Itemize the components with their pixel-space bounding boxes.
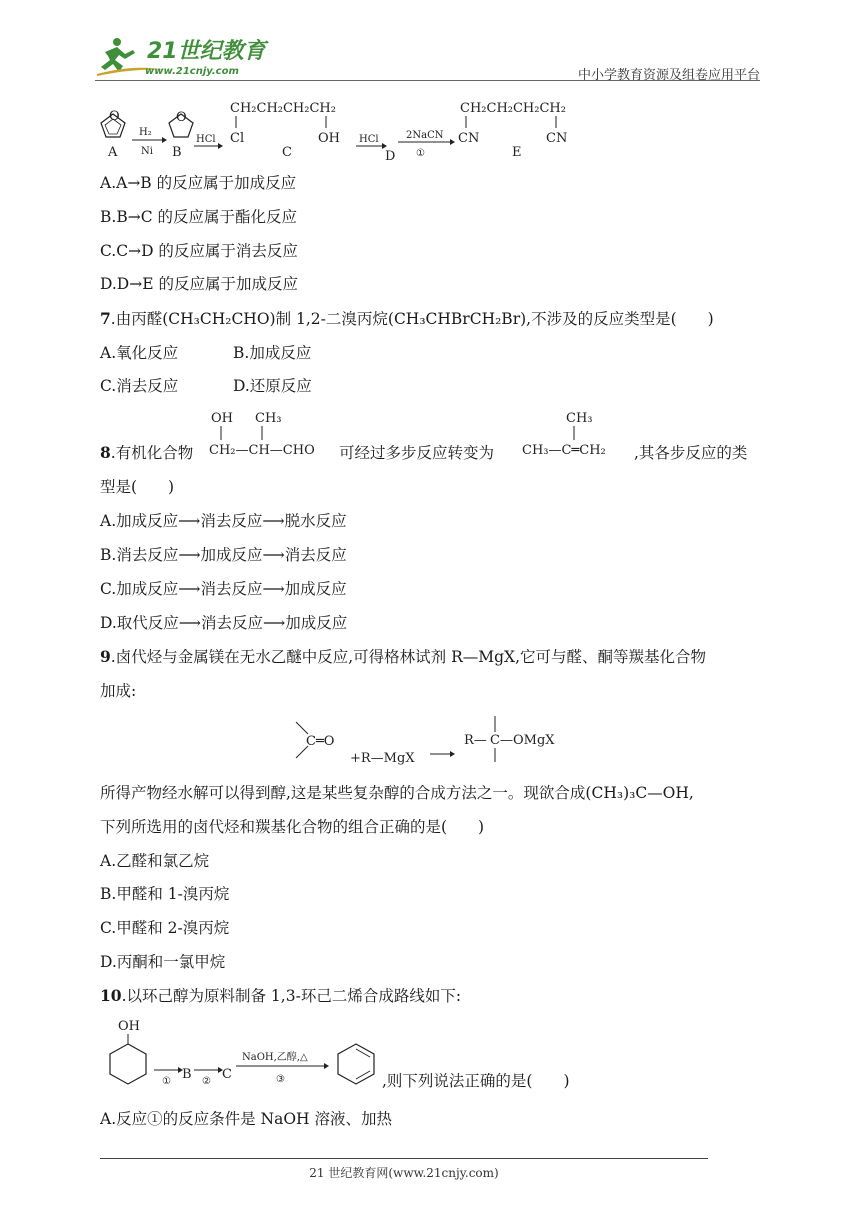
q9-option-b: B.甲醛和 1-溴丙烷: [100, 885, 230, 903]
logo-url: www.21cnjy.com: [145, 66, 239, 77]
compound-c-label: C: [282, 145, 292, 160]
svg-text:NaOH,乙醇,△: NaOH,乙醇,△: [242, 1052, 308, 1063]
q10-number: 10: [100, 986, 122, 1005]
footer-divider: [100, 1158, 708, 1159]
q6-reaction-scheme: [96, 92, 656, 164]
logo-text: 21世纪教育: [147, 39, 266, 64]
q9-grignard-equation: [290, 712, 580, 772]
compound-a-label: A: [108, 145, 118, 160]
svg-text:OH: OH: [318, 131, 340, 146]
compound-c-chain: CH₂CH₂CH₂CH₂: [230, 101, 336, 116]
svg-text:+R—MgX: +R—MgX: [350, 751, 415, 766]
q8-stem-b: 可经过多步反应转变为: [339, 444, 495, 462]
q7-option-b: B.加成反应: [233, 344, 312, 362]
svg-text:①: ①: [162, 1076, 171, 1087]
svg-text:CN: CN: [458, 131, 480, 146]
q7-option-d: D.还原反应: [233, 377, 312, 395]
q9-stem-3: 所得产物经水解可以得到醇,这是某些复杂醇的合成方法之一。现欲合成(CH₃)₃C—OH,: [100, 784, 694, 802]
q8-stem-d: 型是( ): [100, 478, 175, 496]
svg-text:2NaCN: 2NaCN: [406, 130, 444, 141]
svg-text:HCl: HCl: [359, 134, 379, 145]
svg-text:CN: CN: [546, 131, 568, 146]
q6-option-c: C.C→D 的反应属于消去反应: [100, 242, 298, 260]
compound-e-label: E: [512, 145, 522, 160]
q7-number: 7: [100, 309, 111, 328]
q7-option-a: A.氧化反应: [100, 344, 179, 362]
svg-text:B: B: [182, 1067, 192, 1082]
q8-option-c: C.加成反应⟶消去反应⟶加成反应: [100, 580, 347, 598]
svg-text:HCl: HCl: [196, 134, 216, 145]
svg-text:C: C: [222, 1067, 232, 1082]
q10-stem-tail: ,则下列说法正确的是( ): [382, 1072, 570, 1090]
q8-structure-2: [520, 408, 630, 464]
q9-option-d: D.丙酮和一氯甲烷: [100, 953, 226, 971]
q10-synthesis-route: [100, 1014, 390, 1094]
svg-text:O: O: [109, 109, 120, 124]
q9-stem-1: 9.卤代烃与金属镁在无水乙醚中反应,可得格林试剂 R—MgX,它可与醛、酮等羰基化合物: [100, 647, 707, 666]
q8-stem-a: 8.有机化合物: [100, 443, 194, 462]
svg-text:Ni: Ni: [141, 146, 153, 157]
svg-text:OH: OH: [211, 411, 233, 426]
q8-option-b: B.消去反应⟶加成反应⟶消去反应: [100, 546, 347, 564]
svg-text:C: C: [490, 733, 500, 748]
svg-text:③: ③: [276, 1074, 285, 1085]
q6-option-d: D.D→E 的反应属于加成反应: [100, 275, 298, 293]
svg-text:CH₃—C═CH₂: CH₃—C═CH₂: [522, 443, 606, 458]
page-header: [95, 30, 760, 82]
q8-option-d: D.取代反应⟶消去反应⟶加成反应: [100, 614, 348, 632]
q9-stem-2: 加成:: [100, 682, 137, 700]
q9-number: 9: [100, 647, 111, 666]
platform-label: 中小学教育资源及组卷应用平台: [577, 68, 760, 83]
compound-b-label: B: [172, 145, 182, 160]
svg-text:Cl: Cl: [230, 131, 245, 146]
logo-icon: [95, 34, 270, 78]
q10-option-a: A.反应①的反应条件是 NaOH 溶液、加热: [100, 1110, 393, 1128]
q8-number: 8: [100, 443, 111, 462]
q6-option-a: A.A→B 的反应属于加成反应: [100, 174, 297, 192]
q9-stem-4: 下列所选用的卤代烃和羰基化合物的组合正确的是( ): [100, 818, 485, 836]
svg-text:②: ②: [202, 1076, 211, 1087]
svg-text:CH₃: CH₃: [255, 411, 282, 426]
q7-stem: 7.由丙醛(CH₃CH₂CHO)制 1,2-二溴丙烷(CH₃CHBrCH₂Br),不涉及的反应类型是( ): [100, 309, 714, 328]
header-divider: [95, 80, 760, 81]
q8-structure-1: [205, 408, 335, 464]
q8-option-a: A.加成反应⟶消去反应⟶脱水反应: [100, 512, 347, 530]
svg-text:OH: OH: [118, 1019, 140, 1034]
svg-text:R—: R—: [464, 733, 487, 748]
q6-option-b: B.B→C 的反应属于酯化反应: [100, 208, 297, 226]
svg-text:—OMgX: —OMgX: [500, 733, 555, 748]
svg-text:CH₂—CH—CHO: CH₂—CH—CHO: [209, 443, 315, 458]
svg-text:CH₃: CH₃: [566, 411, 593, 426]
compound-d-label: D: [385, 149, 396, 164]
footer-text: 21 世纪教育网(www.21cnjy.com): [309, 1166, 499, 1180]
svg-text:①: ①: [416, 148, 425, 159]
svg-text:C═O: C═O: [306, 734, 335, 749]
q8-stem-c: ,其各步反应的类: [634, 444, 748, 462]
q7-option-c: C.消去反应: [100, 377, 179, 395]
svg-text:H₂: H₂: [139, 127, 152, 138]
svg-text:O: O: [176, 110, 187, 125]
compound-e-chain: CH₂CH₂CH₂CH₂: [460, 101, 566, 116]
q9-option-c: C.甲醛和 2-溴丙烷: [100, 919, 230, 937]
q10-stem: 10.以环己醇为原料制备 1,3-环己二烯合成路线如下:: [100, 986, 462, 1005]
q9-option-a: A.乙醛和氯乙烷: [100, 852, 210, 870]
